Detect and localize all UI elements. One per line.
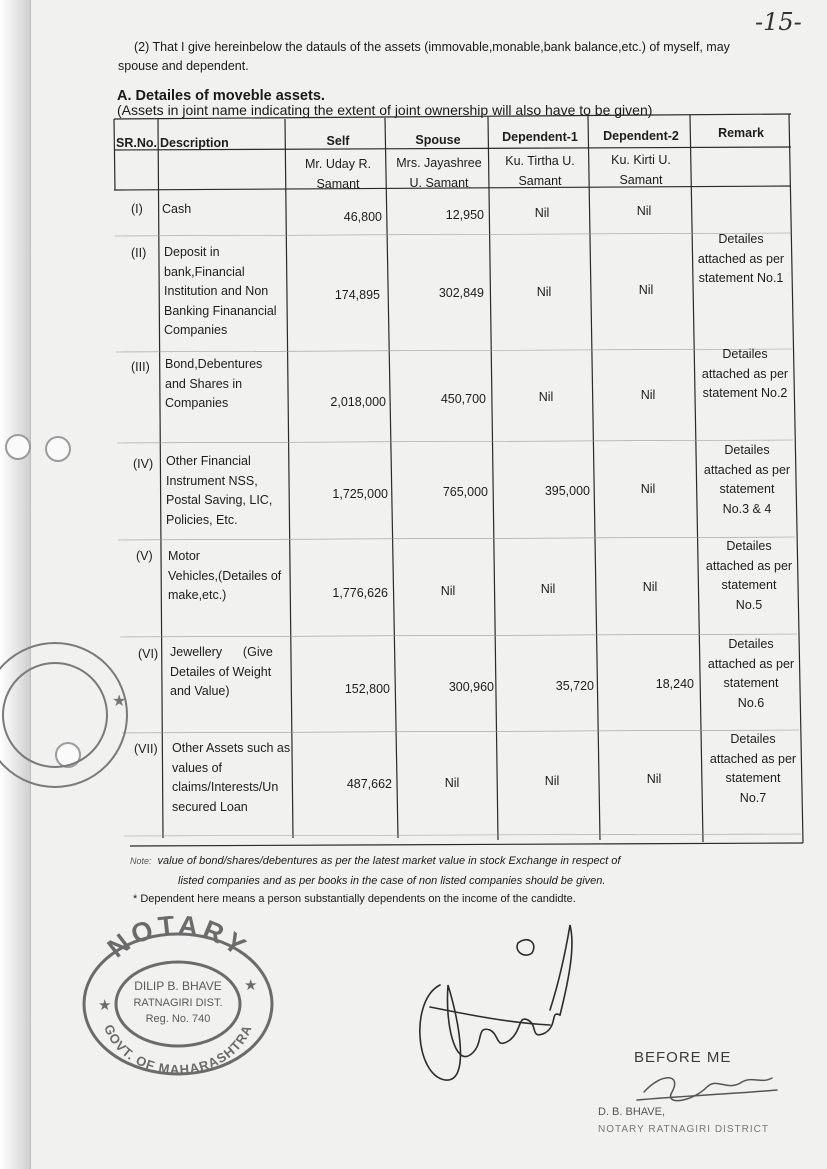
row-5-remark: Detailes attached as per statement No.5 [705, 539, 793, 612]
stamp-district: RATNAGIRI DIST. [133, 997, 223, 1009]
row-2-dependent-2: Nil [638, 283, 654, 297]
row-7-dependent-1: Nil [544, 774, 560, 788]
row-6-dependent-1: 35,720 [555, 679, 594, 693]
row-7-self: 487,662 [346, 777, 392, 791]
stamp-name: DILIP B. BHAVE [134, 979, 222, 993]
row-2-dependent-1: Nil [536, 285, 552, 299]
row-4-dependent-2: Nil [640, 482, 656, 496]
row-2-sr: (II) [131, 246, 147, 260]
row-3-self: 2,018,000 [330, 395, 386, 409]
name-self: Mr. Uday R. Samant [305, 157, 371, 191]
svg-text:NOTARY [102, 916, 254, 964]
row-4-self: 1,725,000 [332, 487, 388, 501]
header-dependent-2: Dependent-2 [603, 129, 679, 143]
header-remark: Remark [718, 126, 764, 140]
stamp-top-text: NOTARY [101, 916, 255, 964]
row-4-description: Other Financial Instrument NSS, Postal Saving, LIC, Policies, Etc. [166, 454, 273, 527]
row-6-sr: (VI) [138, 647, 159, 661]
dependent-footnote: * Dependent here means a person substantially dependents on the income of the candidte. [133, 893, 576, 905]
stamp-bottom-text: GOVT. OF MAHARASHTRA [101, 1022, 255, 1076]
row-1-self: 46,800 [343, 210, 382, 224]
section-title: A. Detailes of moveble assets. [117, 88, 325, 104]
row-4-remark: Detailes attached as per statement No.3 & 4 [703, 443, 791, 516]
row-1-dependent-2: Nil [636, 204, 652, 218]
row-6-self: 152,800 [344, 682, 390, 696]
row-2-description: Deposit in bank,Financial Institution and Non Banking Finanancial Companies [164, 245, 277, 337]
notary-stamp [78, 916, 278, 1076]
header-sr: SR.No. [116, 136, 157, 150]
row-5-dependent-2: Nil [642, 580, 658, 594]
row-6-remark: Detailes attached as per statement No.6 [707, 637, 795, 710]
notary-district: NOTARY RATNAGIRI DISTRICT [598, 1124, 769, 1135]
name-spouse: Mrs. Jayashree U. Samant [396, 156, 482, 190]
row-2-remark: Detailes attached as per statement No.1 [697, 232, 785, 285]
row-5-sr: (V) [136, 549, 153, 563]
row-2-self: 174,895 [334, 288, 380, 302]
name-dependent-1: Ku. Tirtha U. Samant [505, 154, 575, 188]
note-line-1: value of bond/shares/debentures as per the latest market value in stock Exchange in respect of [157, 855, 621, 867]
note-label: Note: [130, 856, 152, 866]
candidate-signature [400, 915, 590, 1090]
notary-signature [632, 1062, 782, 1112]
notary-name: D. B. BHAVE, [598, 1106, 666, 1118]
row-4-sr: (IV) [133, 457, 154, 471]
header-spouse: Spouse [415, 133, 461, 147]
row-7-spouse: Nil [444, 776, 460, 790]
row-6-description: Jewellery (Give Detailes of Weight and Value) [170, 645, 273, 698]
row-3-sr: (III) [131, 360, 150, 374]
row-6-dependent-2: 18,240 [655, 677, 694, 691]
star-icon: ★ [244, 976, 258, 994]
row-5-dependent-1: Nil [540, 582, 556, 596]
row-3-description: Bond,Debentures and Shares in Companies [165, 357, 263, 410]
stamp-reg: Reg. No. 740 [145, 1013, 211, 1025]
before-me-label: BEFORE ME [634, 1049, 732, 1066]
row-5-spouse: Nil [440, 584, 456, 598]
name-dependent-2: Ku. Kirti U. Samant [611, 153, 671, 187]
row-4-dependent-1: 395,000 [544, 484, 590, 498]
note-line-2: listed companies and as per books in the case of non listed companies should be given. [178, 875, 606, 887]
row-1-sr: (I) [131, 202, 143, 216]
header-dependent-1: Dependent-1 [502, 130, 578, 144]
row-5-self: 1,776,626 [332, 586, 388, 600]
row-7-remark: Detailes attached as per statement No.7 [709, 732, 797, 805]
row-6-spouse: 300,960 [448, 680, 494, 694]
intro-line-2: spouse and dependent. [118, 59, 249, 73]
row-5-description: Motor Vehicles,(Detailes of make,etc.) [168, 549, 282, 602]
row-3-dependent-2: Nil [640, 388, 656, 402]
partial-notary-stamp [0, 630, 135, 800]
row-3-remark: Detailes attached as per statement No.2 [701, 347, 789, 400]
row-1-spouse: 12,950 [445, 208, 484, 222]
row-3-dependent-1: Nil [538, 390, 554, 404]
section-note: (Assets in joint name indicating the extent of joint ownership will also have to be given) [117, 102, 653, 118]
row-4-spouse: 765,000 [442, 485, 488, 499]
intro-line-1: (2) That I give hereinbelow the datauls of the assets (immovable,monable,bank balance,etc.) of myself, may [134, 40, 730, 54]
star-icon: ★ [98, 996, 112, 1014]
header-description: Description [160, 136, 229, 150]
row-7-dependent-2: Nil [646, 772, 662, 786]
row-2-spouse: 302,849 [438, 286, 484, 300]
row-3-spouse: 450,700 [440, 392, 486, 406]
svg-text:GOVT. OF MAHARASHTRA [101, 1022, 255, 1076]
row-7-description: Other Assets such as values of claims/Interests/Un secured Loan [172, 741, 291, 814]
row-1-description: Cash [162, 202, 192, 216]
page-number: -15- [755, 8, 802, 36]
header-self: Self [326, 134, 350, 148]
row-7-sr: (VII) [134, 742, 158, 756]
svg-text:★: ★ [112, 693, 127, 710]
row-1-dependent-1: Nil [534, 206, 550, 220]
note-footnote [130, 851, 730, 891]
